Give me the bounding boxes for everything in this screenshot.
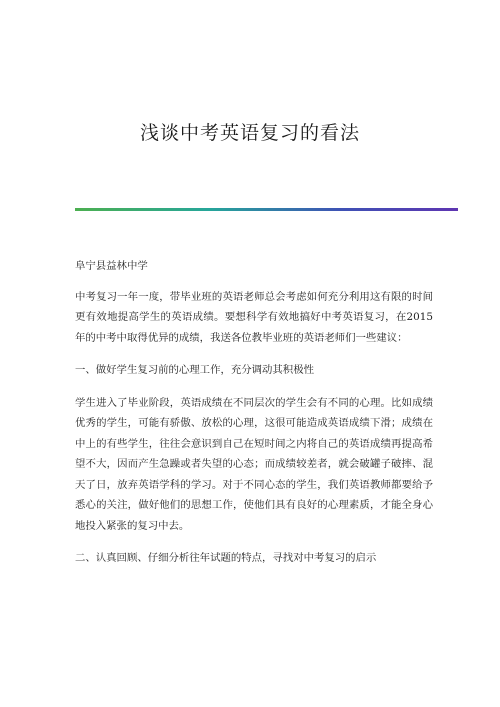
body-paragraph: 学生进入了毕业阶段，英语成绩在不同层次的学生会有不同的心理。比如成绩优秀的学生，可能有骄傲、放松的心理，这很可能造成英语成绩下滑；成绩在中上的有些学生，往往会意识到自己在短时间之内将自己的英语成绩再提高希望不大，因而产生急躁或者失望的心态；而成绩较差者，就会破罐子破摔、混天了日，放弃英语学科的学习。对于不同心态的学生，我们英语教师都要给予悉心的关注，做好他们的思想工作，使他们具有良好的心理素质，才能全身心地投入紧张的复习中去。 xyxy=(75,396,433,532)
intro-paragraph: 中考复习一年一度，带毕业班的英语老师总会考虑如何充分利用这有限的时间更有效地提高学生的英语成绩。要想科学有效地搞好中考英语复习，在2015年的中考中取得优异的成绩，我送各位教毕业班的英语老师们一些建议： xyxy=(75,290,433,344)
section-heading-2: 二、认真回顾、仔细分析往年试题的特点，寻找对中考复习的启示 xyxy=(75,552,377,564)
document-title: 浅谈中考英语复习的看法 xyxy=(139,122,360,144)
author-line: 阜宁县益林中学 xyxy=(75,260,148,272)
title-divider xyxy=(75,208,458,211)
section-heading-1: 一、做好学生复习前的心理工作，充分调动其积极性 xyxy=(75,364,314,376)
document-body xyxy=(75,256,433,581)
